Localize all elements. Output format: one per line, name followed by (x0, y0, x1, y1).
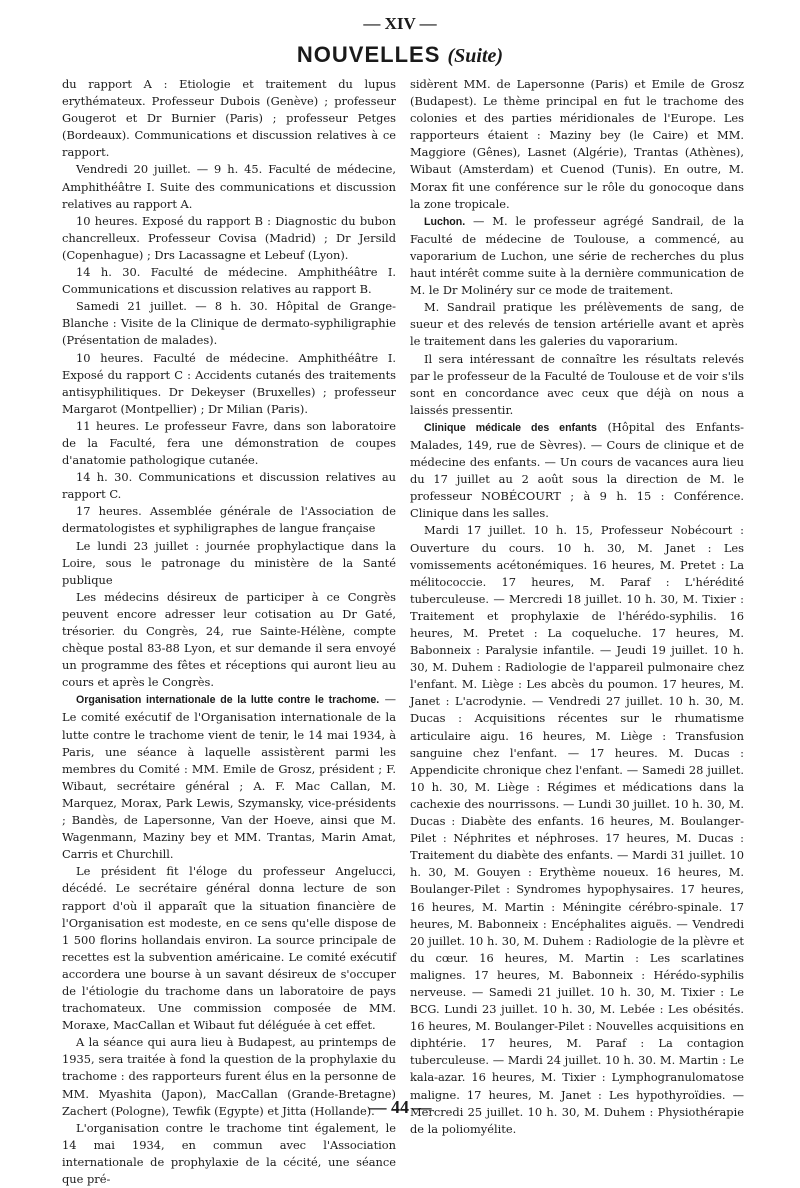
news-body: — Le comité exécutif de l'Organisation internationale de la lutte contre le trachome vient de tenir, le 14 mai 1934, à Paris, une séance à laquelle assistèrent parmi les membres du Comité : MM. Emile de Grosz, président ; F. Wibaut, secrétaire général ; A. F. Mac Callan, M. Marquez, Morax, Park Lewis, Szymansky, vice-présidents ; Bandès, de Lapersonne, Van der Hoeve, ainsi que M. Wagenmann, Maziny bey et MM. Trantas, Marin Amat, Carris et Churchill. (62, 692, 396, 862)
paragraph: Les médecins désireux de participer à ce Congrès peuvent encore adresser leur cotisation au Dr Gaté, trésorier. du Congrès, 24, rue Sainte-Hélène, compte chèque postal 83-88 Lyon, et sur demande il sera envoyé un programme des fêtes et réceptions qui auront lieu au cours et après le Congrès. (62, 589, 396, 690)
paragraph: 14 h. 30. Communications et discussion relatives au rapport C. (62, 470, 396, 502)
section-title-suffix: (Suite) (447, 45, 504, 67)
paragraph: Mardi 17 juillet. 10 h. 15, Professeur Nobécourt : Ouverture du cours. 10 h. 30, M. Janet : Les vomissements acétonémiques. 16 heures, M. Pretet : La mélitococcie. 17 heures, M. Paraf : L'hérédité tuberculeuse. — Mercredi 18 juillet. 10 h. 30, M. Tixier : Traitement et prophylaxie de l'hérédo-syphilis. 16 heures, M. Pretet : La coqueluche. 17 heures, M. Babonneix : Paralysie infantile. — Jeudi 19 juillet. 10 h. 30, M. Duhem : Radiologie de l'appareil pulmonaire chez l'enfant. M. Liège : Les abcès du poumon. 17 heures, M. Janet : L'acrodynie. — Vendredi 27 juillet. 10 h. 30, M. Ducas : Acquisitions récentes sur le rhumatisme articulaire aigu. 16 heures, M. Liège : Transfusion sanguine chez l'enfant. — 17 heures. M. Ducas : Appendicite chronique chez l'enfant. — Samedi 28 juillet. 10 h. 30, M. Liège : Régimes et médications dans la cachexie des nourrissons. — Lundi 30 juillet. 10 h. 30, M. Ducas : Diabète des enfants. 16 heures, M. Boulanger-Pilet : Néphrites et néphroses. 17 heures, M. Ducas : Traitement du diabète des enfants. — Mardi 31 juillet. 10 h. 30, M. Gouyen : Erythème noueux. 16 heures, M. Boulanger-Pilet : Syndromes hypophysaires. 17 heures, 16 heures, M. Martin : Méningite cérébro-spinale. 17 heures, M. Babonneix : Encéphalites aiguës. — Vendredi 20 juillet. 10 h. 30, M. Duhem : Radiologie de la plèvre et du cœur. 16 heures, M. Martin : Les scarlatines malignes. 17 heures, M. Babonneix : Hérédo-syphilis nerveuse. — Samedi 21 juillet. 10 h. 30, M. Tixier : Le BCG. Lundi 23 juillet. 10 h. 30, M. Lebée : Les obésités. 16 heures, M. Boulanger-Pilet : Nouvelles acquisitions en diphtérie. 17 heures, M. Paraf : La contagion tuberculeuse. — Mardi 24 juillet. 10 h. 30. M. Martin : Le kala-azar. 16 heures, M. Tixier : Lymphogranulomatose maligne. 17 heures, M. Janet : Les hypothyroïdies. — Mercredi 25 juillet. 10 h. 30, M. Duhem : Physiothérapie de la poliomyélite. (410, 523, 744, 1136)
paragraph: A la séance qui aura lieu à Budapest, au printemps de 1935, sera traitée à fond la question de la prophylaxie du trachome : des rapporteurs furent élus en la personne de MM. Myashita (Japon), MacCallan (Grande-Bretagne) Zachert (Pologne), Tewfik (Egypte) et Jitta (Hollande). (62, 1035, 396, 1118)
left-column (62, 76, 396, 1186)
right-column (410, 76, 745, 1136)
section-title-text: NOUVELLES (296, 42, 441, 67)
paragraph: sidèrent MM. de Lapersonne (Paris) et Emile de Grosz (Budapest). Le thème principal en fut le trachome des colonies et des parties méridionales de l'Europe. Les rapporteurs étaient : Maziny bey (le Caire) et MM. Maggiore (Gênes), Lasnet (Algérie), Trantas (Athènes), Wibaut (Amsterdam) et Cuenod (Tunis). En outre, M. Morax fit une conférence sur le rôle du gonocoque dans la zone tropicale. (410, 77, 744, 211)
news-heading: Clinique médicale des enfants (424, 421, 597, 434)
paragraph: Vendredi 20 juillet. — 9 h. 45. Faculté de médecine, Amphithéâtre I. Suite des communications et discussion relatives au rapport A. (62, 162, 396, 211)
news-body: — M. le professeur agrégé Sandrail, de la Faculté de médecine de Toulouse, a commencé, au vaporarium de Luchon, une série de recherches du plus haut intérêt comme suite à la dernière communication de M. le Dr Molinéry sur ce mode de traitement. (410, 213, 744, 298)
page-number: — 44 — (368, 1097, 432, 1117)
paragraph: 10 heures. Faculté de médecine. Amphithéâtre I. Exposé du rapport C : Accidents cutanés des traitements antisyphilitiques. Dr Dekeyser (Bruxelles) ; professeur Margarot (Montpellier) ; Dr Milian (Paris). (62, 350, 396, 416)
paragraph: 10 heures. Exposé du rapport B : Diagnostic du bubon chancrelleux. Professeur Covisa (Madrid) ; Dr Jersild (Copenhague) ; Drs Lacassagne et Lebeuf (Lyon). (62, 213, 396, 262)
news-body: (Hôpital des Enfants-Malades, 149, rue de Sèvres). — Cours de clinique et de médecine des enfants. — Un cours de vacances aura lieu du 17 juillet au 2 août sous la direction de M. le professeur NOBÉCOURT ; à 9 h. 15 : Conférence. Clinique dans les salles. (410, 419, 745, 521)
roman-page-number: — XIV — (363, 14, 437, 33)
paragraph: Il sera intéressant de connaître les résultats relevés par le professeur de la Faculté de Toulouse et de voir s'ils sont en concordance avec ceux que déjà on nous a laissés pressentir. (410, 351, 744, 417)
paragraph: Le président fit l'éloge du professeur Angelucci, décédé. Le secrétaire général donna lecture de son rapport d'où il apparaît que la situation financière de l'Organisation est modeste, en ce sens qu'elle dispose de 1 500 florins hollandais environ. La source principale de recettes est la subvention américaine. Le comité exécutif accordera une bourse à un savant désireux de s'occuper de l'étiologie du trachome dans un laboratoire de pays trachomateux. Une commission composée de MM. Moraxe, MacCallan et Wibaut fut déléguée à cet effet. (62, 864, 396, 1033)
news-heading: Organisation internationale de la lutte contre le trachome. (76, 694, 380, 707)
paragraph: 14 h. 30. Faculté de médecine. Amphithéâtre I. Communications et discussion relatives au rapport B. (62, 265, 396, 297)
paragraph: Le lundi 23 juillet : journée prophylactique dans la Loire, sous le patronage du ministère de la Santé publique (62, 538, 396, 587)
news-item-clinique (410, 419, 744, 523)
paragraph: L'organisation contre le trachome tint également, le 14 mai 1934, en commun avec l'Association internationale de prophylaxie de la cécité, une séance que pré- (62, 1120, 396, 1186)
news-item-trachome (62, 691, 396, 863)
news-item-luchon (410, 213, 744, 299)
section-title (0, 42, 800, 68)
paragraph: 17 heures. Assemblée générale de l'Association de dermatologistes et syphiligraphes de langue française (62, 504, 396, 536)
paragraph: du rapport A : Etiologie et traitement du lupus erythémateux. Professeur Dubois (Genève) ; professeur Gougerot et Dr Burnier (Paris) ; professeur Petges (Bordeaux). Communications et discussion relatives à ce rapport. (62, 77, 396, 160)
paragraph: M. Sandrail pratique les prélèvements de sang, de sueur et des relevés de tension artérielle avant et après le traitement dans les galeries du vaporarium. (410, 300, 744, 349)
news-heading: Luchon. (424, 215, 466, 228)
paragraph: 11 heures. Le professeur Favre, dans son laboratoire de la Faculté, fera une démonstration de coupes d'anatomie pathologique cutanée. (62, 418, 396, 468)
paragraph: Samedi 21 juillet. — 8 h. 30. Hôpital de Grange-Blanche : Visite de la Clinique de dermato-syphiligraphie (Présentation de malades). (62, 299, 396, 348)
